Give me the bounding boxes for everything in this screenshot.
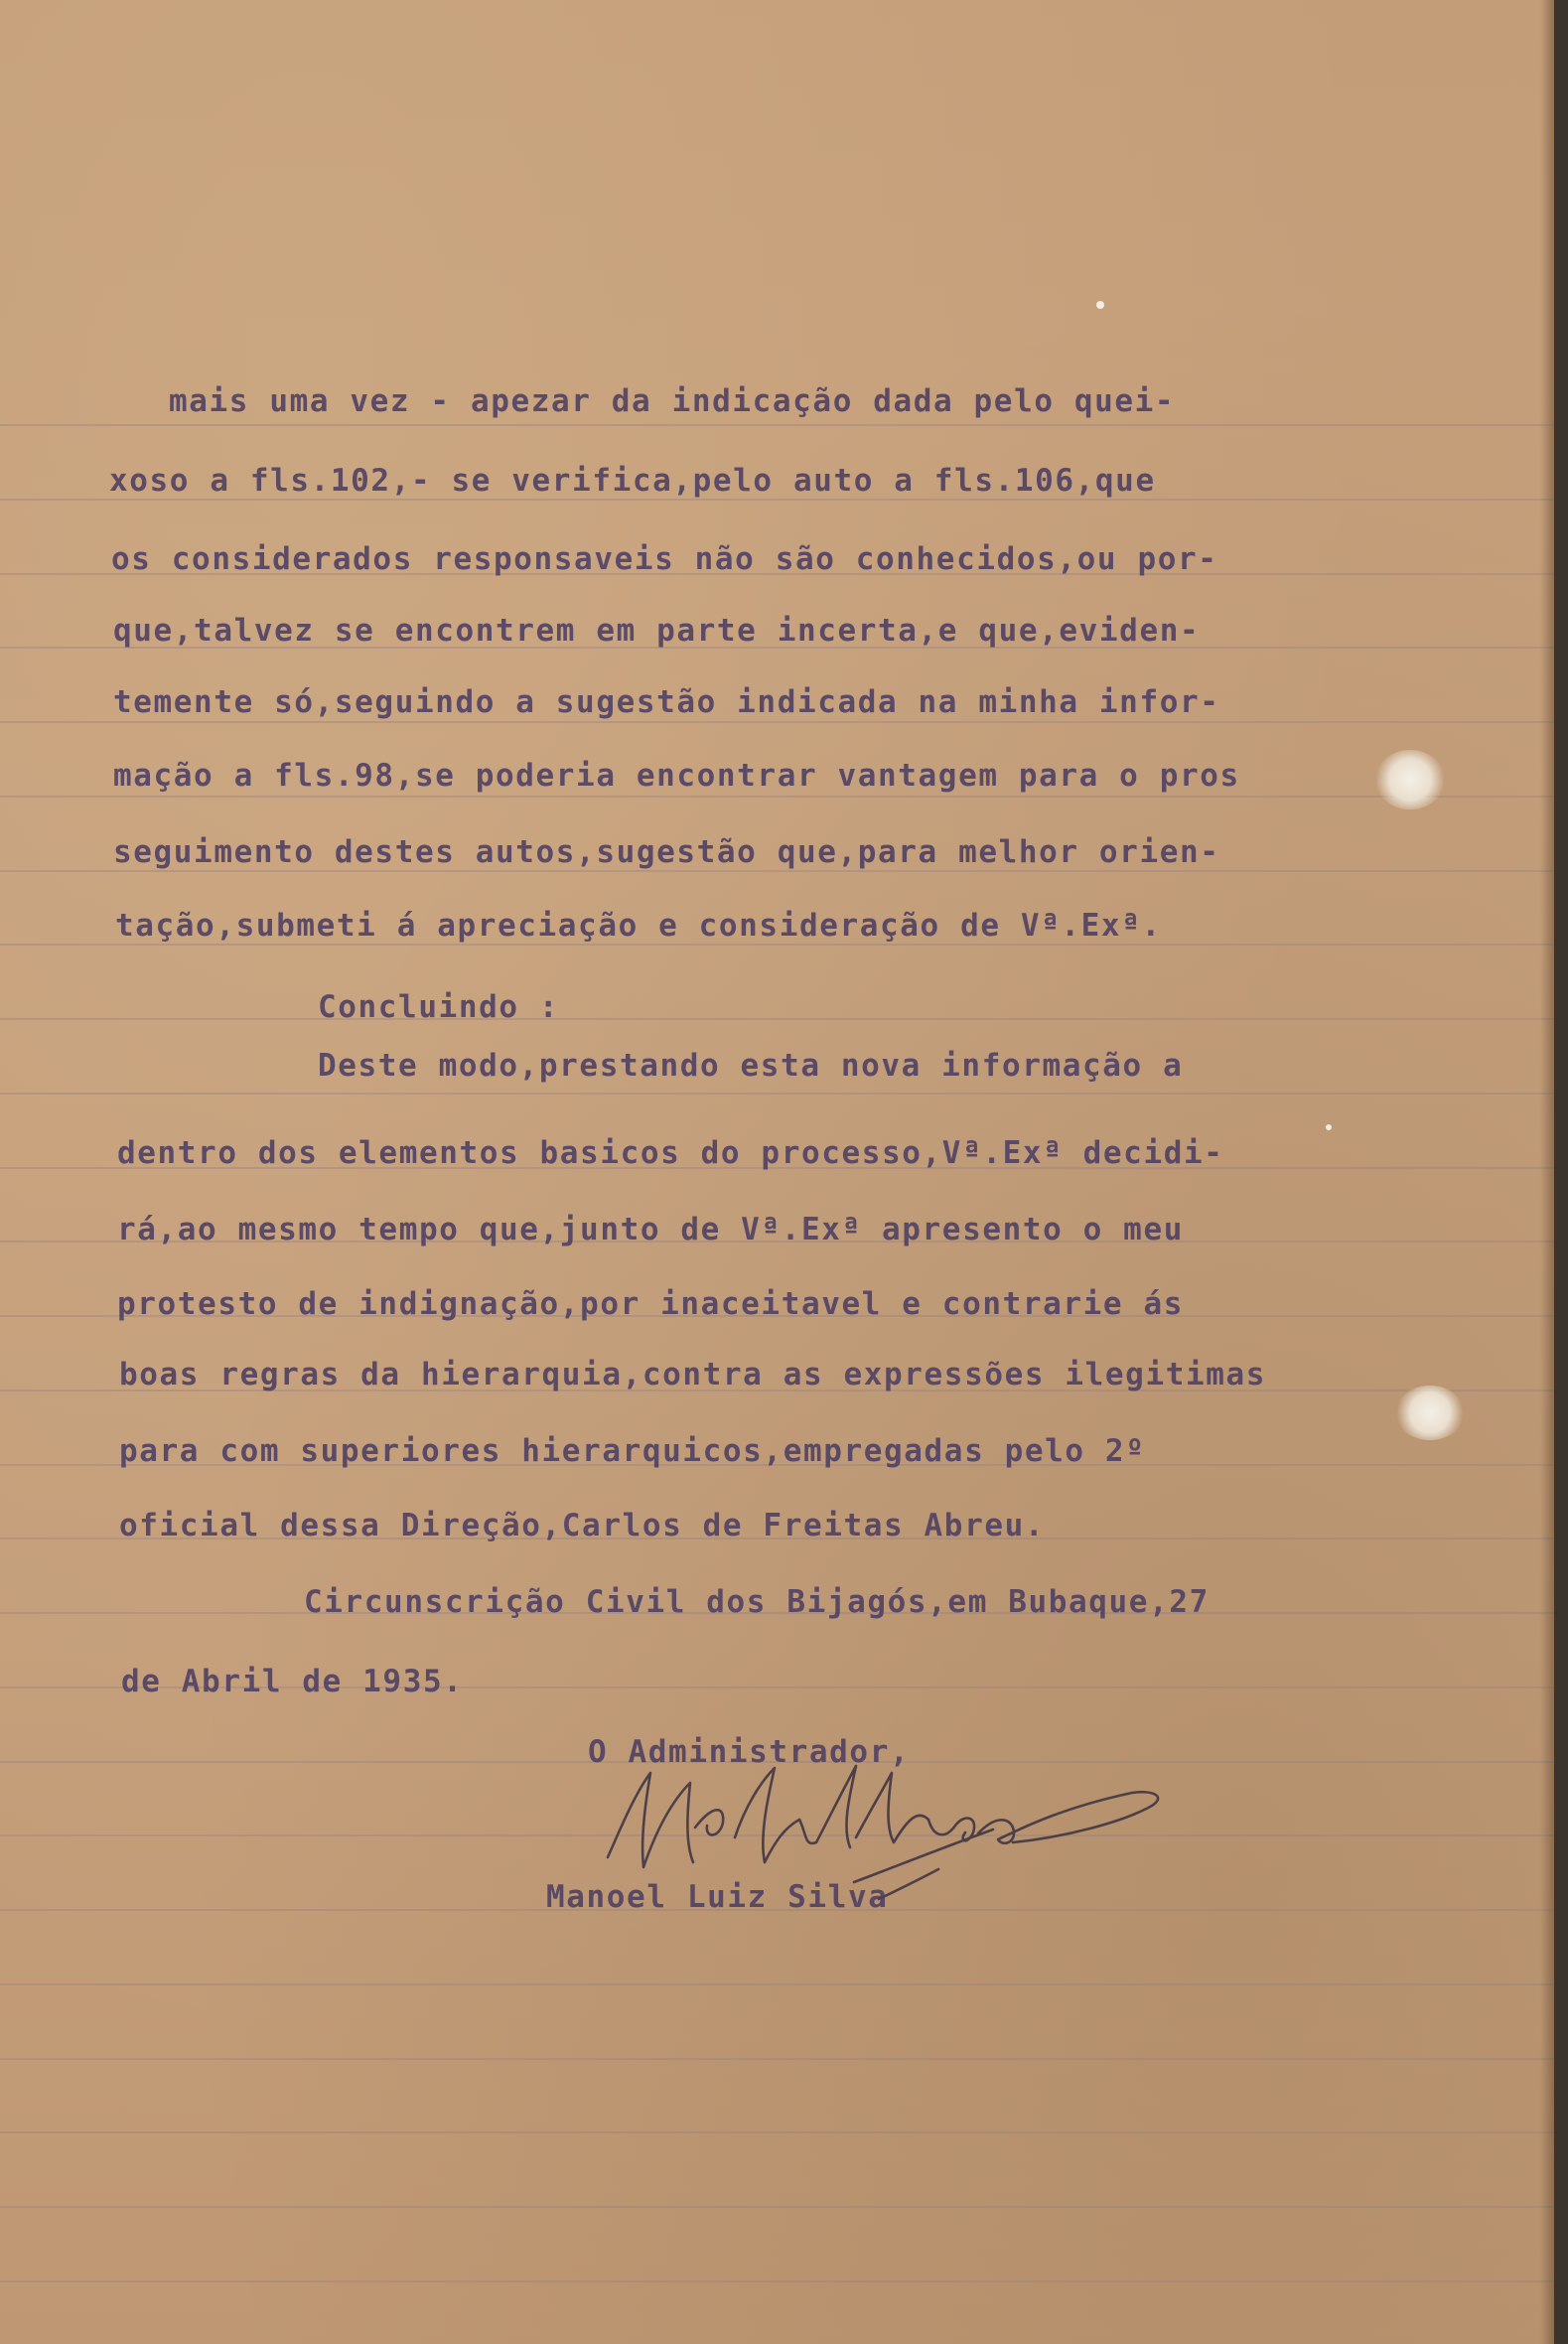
- signatory-title: O Administrador,: [588, 1734, 911, 1770]
- paper-speck: [1096, 301, 1104, 309]
- text-line-13: protesto de indignação,por inaceitavel e contrarie ás: [117, 1286, 1184, 1322]
- date-line: de Abril de 1935.: [121, 1664, 464, 1699]
- text-line-concluindo: Concluindo :: [318, 989, 560, 1025]
- text-line-6: mação a fls.98,se poderia encontrar vantagem para o pros: [113, 758, 1240, 794]
- paper-edge-shadow: [1540, 0, 1554, 2344]
- text-line-2: xoso a fls.102,- se verifica,pelo auto a fls.106,que: [109, 463, 1156, 499]
- text-line-11: dentro dos elementos basicos do processo,Vª.Exª decidi-: [117, 1135, 1224, 1171]
- text-line-5: temente só,seguindo a sugestão indicada na minha infor-: [113, 684, 1220, 720]
- text-line-3: os considerados responsaveis não são conhecidos,ou por-: [111, 541, 1218, 577]
- text-line-16: oficial dessa Direção,Carlos de Freitas Abreu.: [119, 1508, 1046, 1543]
- paper-damage-hole: [1395, 1386, 1465, 1440]
- text-line-8: tação,submeti á apreciação e consideração de Vª.Exª.: [115, 908, 1162, 944]
- signatory-name: Manoel Luiz Silva: [546, 1879, 889, 1915]
- paper-speck: [1326, 1124, 1332, 1130]
- text-line-10: Deste modo,prestando esta nova informação a: [318, 1048, 1184, 1084]
- text-line-4: que,talvez se encontrem em parte incerta,e que,eviden-: [113, 613, 1201, 649]
- paper-damage-hole: [1375, 750, 1445, 809]
- text-line-15: para com superiores hierarquicos,empregadas pelo 2º: [119, 1433, 1146, 1469]
- place-date-line: Circunscrição Civil dos Bijagós,em Bubaque,27: [304, 1584, 1210, 1620]
- text-line-1: mais uma vez - apezar da indicação dada pelo quei-: [169, 383, 1176, 419]
- text-line-7: seguimento destes autos,sugestão que,para melhor orien-: [113, 834, 1220, 870]
- text-line-12: rá,ao mesmo tempo que,junto de Vª.Exª apresento o meu: [117, 1212, 1184, 1247]
- text-line-14: boas regras da hierarquia,contra as expressões ilegitimas: [119, 1357, 1267, 1392]
